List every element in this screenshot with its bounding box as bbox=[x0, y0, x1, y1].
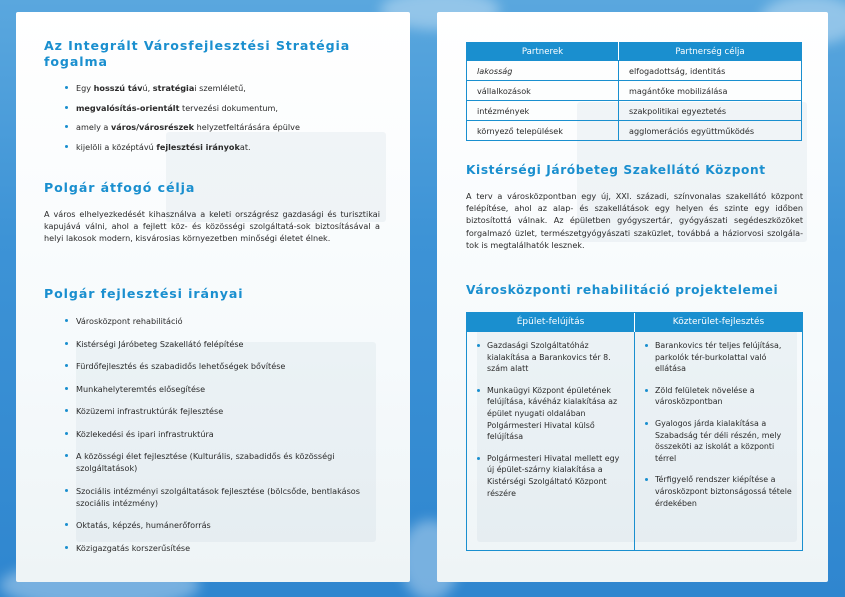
table-header: Partnerség célja bbox=[619, 43, 802, 61]
table-row bbox=[467, 121, 802, 141]
list-item: Polgármesteri Hivatal mellett egy új épület-szárny kialakítása a Kistérségi Szolgáltató Központ részére bbox=[467, 453, 626, 499]
goal-title: Polgár átfogó célja bbox=[44, 180, 196, 195]
table-cell: lakosság bbox=[467, 61, 619, 81]
list-item: A közösségi élet fejlesztése (Kulturális, szabadidős és közösségi szolgáltatások) bbox=[62, 450, 362, 474]
building-column bbox=[467, 332, 635, 550]
table-cell: magántőke mobilizálása bbox=[619, 81, 802, 101]
directions-title: Polgár fejlesztési irányai bbox=[44, 286, 244, 301]
list-item: Munkahelyteremtés elősegítése bbox=[62, 383, 362, 395]
table-cell: elfogadottság, identitás bbox=[619, 61, 802, 81]
left-page bbox=[16, 12, 410, 582]
partner-table bbox=[466, 42, 802, 141]
table-row bbox=[467, 61, 802, 81]
table-header: Partnerek bbox=[467, 43, 619, 61]
directions-list bbox=[62, 315, 362, 564]
rehab-title: Városközponti rehabilitáció projektelemei bbox=[466, 283, 779, 297]
list-item: Egy hosszú távú, stratégiai szemléletű, bbox=[62, 82, 392, 94]
list-item: Kistérségi Járóbeteg Szakellátó felépítése bbox=[62, 338, 362, 350]
list-item: Szociális intézményi szolgáltatások fejlesztése (bölcsőde, bentlakásos szociális intézmény) bbox=[62, 485, 362, 509]
list-item: Gazdasági Szolgáltatóház kialakítása a Barankovics tér 8. szám alatt bbox=[467, 340, 626, 375]
right-page bbox=[437, 12, 828, 582]
table-row bbox=[467, 81, 802, 101]
list-item: kijelöli a középtávú fejlesztési irányokat. bbox=[62, 141, 392, 153]
col-header-building: Épület-felújítás bbox=[467, 313, 635, 332]
list-item: Zöld felületek növelése a városközpontban bbox=[635, 385, 794, 408]
list-item: Városközpont rehabilitáció bbox=[62, 315, 362, 327]
rehab-table bbox=[466, 312, 803, 551]
goal-text: A város elhelyezkedését kihasználva a keleti országrész gazdasági és turisztikai kapujává válni, ahol a fejlett köz- és közösségi szolgáltatá-sok biztosításával a helyi lakosok modern, kisvárosias környezetben minőségi életet élnek. bbox=[44, 209, 380, 244]
list-item: Közigazgatás korszerűsítése bbox=[62, 542, 362, 554]
table-cell: szakpolitikai egyeztetés bbox=[619, 101, 802, 121]
table-row bbox=[467, 101, 802, 121]
col-header-public-space: Közterület-fejlesztés bbox=[635, 313, 802, 332]
strategy-title: Az Integrált Városfejlesztési Stratégia fogalma bbox=[44, 38, 351, 69]
list-item: megvalósítás-orientált tervezési dokumentum, bbox=[62, 102, 392, 114]
list-item: Térfigyelő rendszer kiépítése a városközpont biztonságossá tétele érdekében bbox=[635, 474, 794, 509]
list-item: Közlekedési és ipari infrastruktúra bbox=[62, 428, 362, 440]
list-item: Gyalogos járda kialakítása a Szabadság tér déli részén, mely összeköti az iskolát a központi térrel bbox=[635, 418, 794, 464]
list-item: Oktatás, képzés, humánerőforrás bbox=[62, 519, 362, 531]
public-space-column bbox=[635, 332, 802, 550]
strategy-bullets bbox=[62, 82, 392, 153]
list-item: amely a város/városrészek helyzetfeltárására épülve bbox=[62, 121, 392, 133]
table-cell: intézmények bbox=[467, 101, 619, 121]
table-cell: környező települések bbox=[467, 121, 619, 141]
list-item: Fürdőfejlesztés és szabadidős lehetőségek bővítése bbox=[62, 360, 362, 372]
table-cell: agglomerációs együttműködés bbox=[619, 121, 802, 141]
list-item: Munkaügyi Központ épületének felújítása, kávéház kialakítása az épület nyugati oldalában Polgármesteri Hivatal külső felújítása bbox=[467, 385, 626, 443]
table-cell: vállalkozások bbox=[467, 81, 619, 101]
list-item: Barankovics tér teljes felújítása, parkolók tér-burkolattal való ellátása bbox=[635, 340, 794, 375]
list-item: Közüzemi infrastruktúrák fejlesztése bbox=[62, 405, 362, 417]
clinic-title: Kistérségi Járóbeteg Szakellátó Központ bbox=[466, 163, 766, 177]
clinic-text: A terv a városközpontban egy új, XXI. századi, színvonalas szakellátó központ felépítése, ahol az alap- és szakellátások egy helyen és szinte egy időben biztosítottá válnak. Az épületben gyógyszertár, gyógyászati segédeszközöket forgalmazó üzlet, természetgyógyászati szaküzlet, továbbá a háziorvosi szolgála-tok is megtalálhatók lesznek. bbox=[466, 191, 803, 250]
